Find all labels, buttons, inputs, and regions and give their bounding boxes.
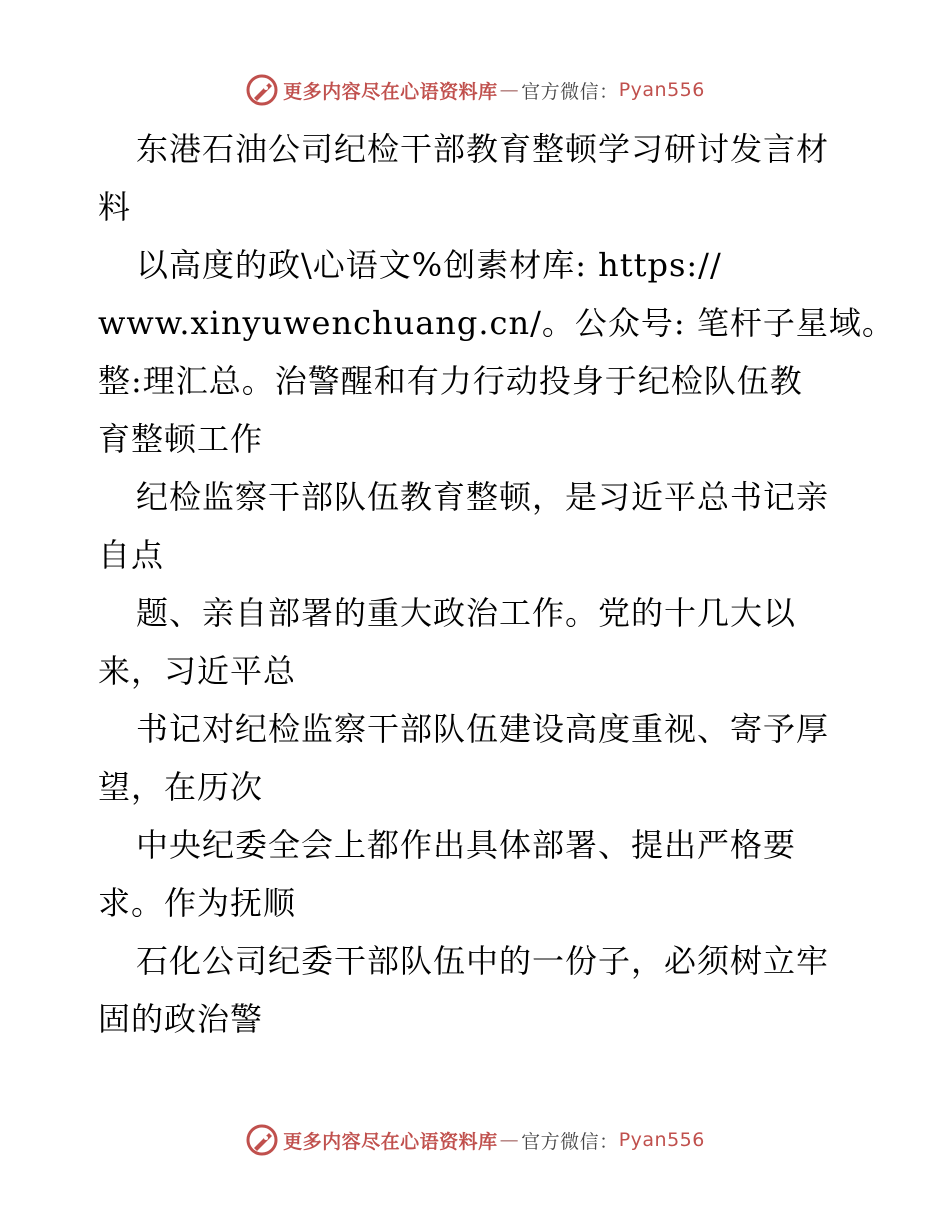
banner-wechat-handle: Pyan556 <box>618 1129 705 1151</box>
doc-line: 中央纪委全会上都作出具体部署、提出严格要 <box>136 826 797 864</box>
document-body <box>98 120 895 1048</box>
banner-separator: — <box>499 79 520 101</box>
doc-line: 整:理汇总。治警醒和有力行动投身于纪检队伍教 <box>98 362 803 400</box>
doc-line: 固的政治警 <box>98 1000 264 1038</box>
doc-line: 育整顿工作 <box>98 420 264 458</box>
banner-separator: — <box>499 1129 520 1151</box>
banner-wechat-handle: Pyan556 <box>618 79 705 101</box>
doc-line: 题、亲自部署的重大政治工作。党的十几大以 <box>136 594 797 632</box>
doc-line: 纪检监察干部队伍教育整顿，是习近平总书记亲 <box>136 478 830 516</box>
header-banner <box>0 70 950 110</box>
footer-banner <box>0 1120 950 1160</box>
banner-wechat-label: 官方微信： <box>521 1130 619 1153</box>
doc-line: 料 <box>98 188 132 226</box>
doc-line: 望，在历次 <box>98 768 264 806</box>
banner-brand: 更多内容尽在心语资料库 <box>283 80 498 103</box>
doc-line: 以高度的政\心语文%创素材库: https:// <box>136 246 722 284</box>
doc-line: 求。作为抚顺 <box>98 884 297 922</box>
banner-wechat-label: 官方微信： <box>521 80 619 103</box>
pen-circle-icon <box>245 73 279 107</box>
doc-line: 书记对纪检监察干部队伍建设高度重视、寄予厚 <box>136 710 830 748</box>
doc-line: 石化公司纪委干部队伍中的一份子，必须树立牢 <box>136 942 830 980</box>
doc-line: 东港石油公司纪检干部教育整顿学习研讨发言材 <box>136 130 830 168</box>
doc-line: 来，习近平总 <box>98 652 297 690</box>
doc-line: www.xinyuwenchuang.cn/。公众号: 笔杆子星域。 <box>98 304 895 342</box>
doc-line: 自点 <box>98 536 165 574</box>
pen-circle-icon <box>245 1123 279 1157</box>
banner-brand: 更多内容尽在心语资料库 <box>283 1130 498 1153</box>
